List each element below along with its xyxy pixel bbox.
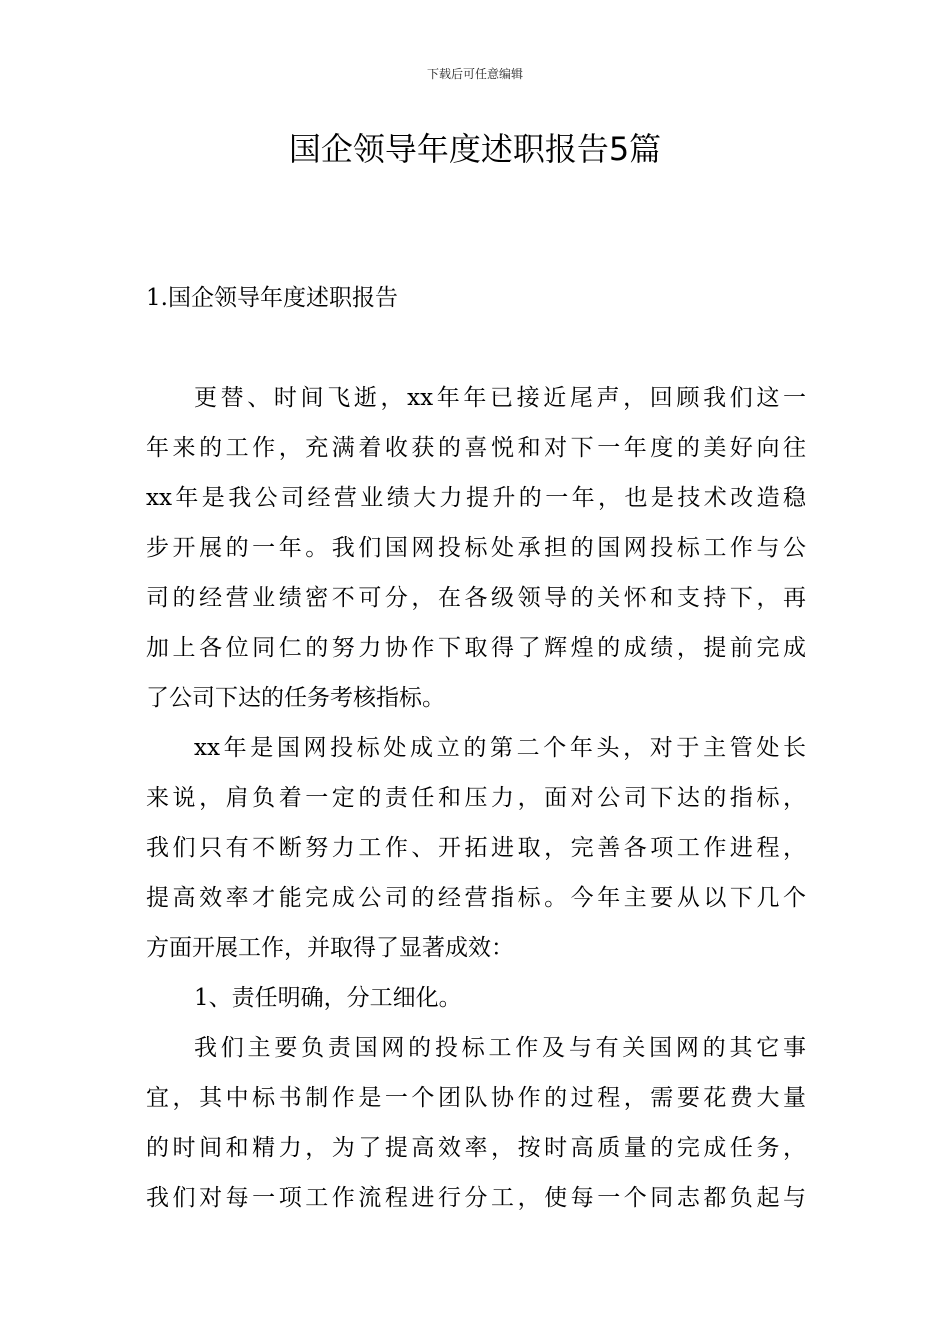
paragraph-line: xx年是我公司经营业绩大力提升的一年，也是技术改造稳 (146, 485, 806, 511)
paragraph-line: 我们主要负责国网的投标工作及与有关国网的其它事 (194, 1035, 806, 1061)
paragraph-line: 了公司下达的任务考核指标。 (146, 685, 445, 711)
paragraph-line: xx年是国网投标处成立的第二个年头，对于主管处长 (194, 735, 806, 761)
section-heading: 1.国企领导年度述职报告 (146, 285, 398, 311)
paragraph-line: 我们对每一项工作流程进行分工，使每一个同志都负起与 (146, 1185, 806, 1211)
document-title: 国企领导年度述职报告5篇 (288, 130, 662, 168)
paragraph-line: 步开展的一年。我们国网投标处承担的国网投标工作与公 (146, 535, 806, 561)
paragraph-line: 加上各位同仁的努力协作下取得了辉煌的成绩，提前完成 (146, 635, 806, 661)
header-note: 下载后可任意编辑 (426, 67, 523, 81)
paragraph-line: 来说，肩负着一定的责任和压力，面对公司下达的指标， (146, 785, 806, 811)
list-item-heading: 1、责任明确，分工细化。 (194, 985, 462, 1011)
paragraph-line: 年来的工作，充满着收获的喜悦和对下一年度的美好向往 (146, 435, 806, 461)
paragraph-line: 司的经营业绩密不可分，在各级领导的关怀和支持下，再 (146, 585, 806, 611)
paragraph-line: 更替、时间飞逝，xx年年已接近尾声，回顾我们这一 (194, 385, 806, 411)
paragraph-line: 方面开展工作，并取得了显著成效： (146, 935, 514, 961)
paragraph-line: 宜，其中标书制作是一个团队协作的过程，需要花费大量 (146, 1085, 806, 1111)
body-text (146, 373, 806, 1223)
paragraph-line: 我们只有不断努力工作、开拓进取，完善各项工作进程， (146, 835, 806, 861)
paragraph-line: 提高效率才能完成公司的经营指标。今年主要从以下几个 (146, 885, 806, 911)
paragraph-line: 的时间和精力，为了提高效率，按时高质量的完成任务， (146, 1135, 806, 1161)
